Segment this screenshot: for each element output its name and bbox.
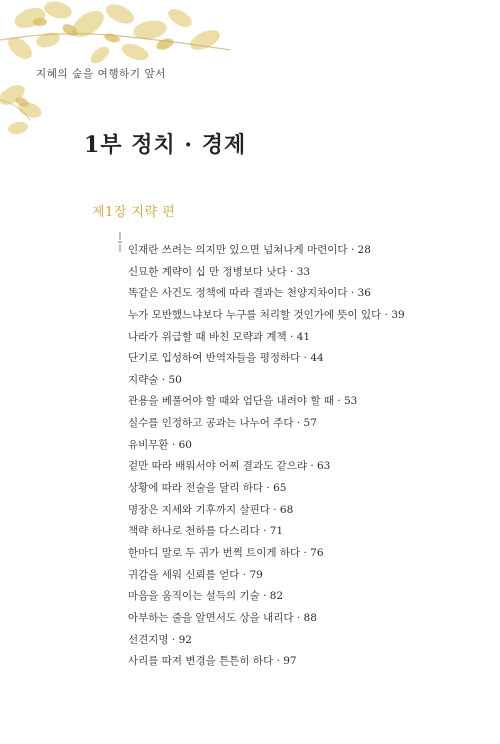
toc-entry[interactable]: 선견지명 · 92 bbox=[128, 633, 192, 646]
part-title: 1부 정치 · 경제 bbox=[84, 132, 247, 158]
toc-entry[interactable]: 귀감을 세워 신뢰를 얻다 · 79 bbox=[128, 568, 263, 581]
margin-mark bbox=[117, 232, 123, 252]
toc-entry[interactable]: 누가 모반했느냐보다 누구를 처리할 것인가에 뜻이 있다 · 39 bbox=[128, 308, 405, 321]
toc-entry[interactable]: 사리를 따져 변경을 튼튼히 하다 · 97 bbox=[128, 655, 297, 668]
toc-entry[interactable]: 지략술 · 50 bbox=[128, 373, 182, 386]
toc-entry[interactable]: 실수를 인정하고 공과는 나누어 주다 · 57 bbox=[128, 417, 317, 430]
toc-entry[interactable]: 책략 하나로 천하를 다스리다 · 71 bbox=[128, 525, 284, 538]
toc-list bbox=[128, 240, 488, 673]
toc-entry[interactable]: 단기로 입성하여 반역자들을 평정하다 · 44 bbox=[128, 352, 324, 365]
chapter-title: 제1장 지략 편 bbox=[92, 205, 176, 220]
toc-entry[interactable]: 겉만 따라 배워서야 어찌 결과도 같으랴 · 63 bbox=[128, 460, 331, 473]
toc-entry[interactable]: 한마디 말로 두 귀가 번쩍 트이게 하다 · 76 bbox=[128, 546, 324, 559]
prelude-link[interactable]: 지혜의 숲을 여행하기 앞서 bbox=[36, 68, 166, 80]
toc-entry[interactable]: 명장은 지세와 기후까지 살핀다 · 68 bbox=[128, 503, 294, 516]
toc-entry[interactable]: 아부하는 줄을 알면서도 상을 내리다 · 88 bbox=[128, 611, 317, 624]
toc-entry[interactable]: 상황에 따라 전술을 달리 하다 · 65 bbox=[128, 482, 287, 495]
toc-entry[interactable]: 마음을 움직이는 설득의 기술 · 82 bbox=[128, 590, 284, 603]
toc-entry[interactable]: 인재란 쓰려는 의지만 있으면 넘쳐나게 마련이다 · 28 bbox=[128, 244, 371, 256]
toc-entry[interactable]: 나라가 위급할 때 바친 모략과 계책 · 41 bbox=[128, 330, 311, 343]
toc-entry[interactable]: 유비무환 · 60 bbox=[128, 438, 192, 451]
toc-entry[interactable]: 똑같은 사건도 정책에 따라 결과는 천양지차이다 · 36 bbox=[128, 287, 371, 300]
toc-entry[interactable]: 신묘한 계략이 십 만 정병보다 낫다 · 33 bbox=[128, 265, 311, 278]
toc-entry[interactable]: 관용을 베풀어야 할 때와 엄단을 내려야 할 때 · 53 bbox=[128, 395, 358, 408]
